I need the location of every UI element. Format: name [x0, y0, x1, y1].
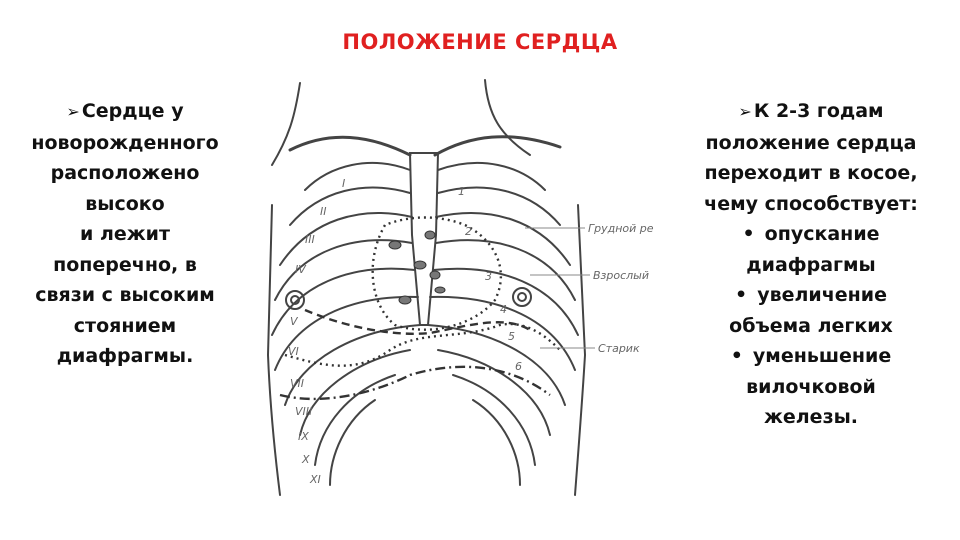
rib-label: I	[342, 177, 346, 190]
right-intro-line-4: чему способствует:	[704, 192, 918, 215]
list-item-cont: диафрагмы	[746, 253, 876, 276]
left-line-8: стоянием	[73, 314, 177, 337]
page-title: ПОЛОЖЕНИЕ СЕРДЦА	[342, 30, 618, 54]
pointer-arrow-icon: ➢	[738, 102, 752, 121]
rib-label: II	[320, 205, 327, 218]
left-text-block	[0, 96, 250, 372]
rib-label: IV	[295, 263, 306, 276]
list-item-cont: железы.	[763, 406, 859, 428]
list-item: • увеличение	[672, 280, 950, 311]
rib-label: XI	[310, 473, 321, 486]
label-elderly: Старик	[598, 342, 640, 355]
rib-label: VI	[288, 345, 299, 358]
list-item: • опускание	[672, 219, 950, 250]
rib-label: 1	[458, 185, 465, 198]
left-line-3: расположено	[50, 162, 200, 184]
right-intro-line-2: положение сердца	[705, 131, 917, 154]
label-adult: Взрослый	[593, 269, 650, 282]
left-line-9: диафрагмы.	[56, 345, 194, 367]
rib-label: 6	[515, 360, 522, 373]
rib-label: 5	[508, 330, 515, 343]
right-text-block	[672, 96, 950, 433]
left-line-1: ➢ Сердце у	[66, 100, 184, 122]
rib-label: X	[302, 453, 310, 466]
right-intro-line-3: переходит в косое,	[704, 162, 918, 184]
rib-label: IX	[298, 430, 309, 443]
list-item: • уменьшение	[672, 341, 950, 372]
rib-label: 4	[500, 303, 507, 316]
bullet-dot-icon: •	[742, 223, 755, 245]
adult-heart-outline	[305, 310, 530, 334]
rib-label: VIII	[295, 405, 313, 418]
thorax-heart-position-figure	[260, 75, 670, 505]
left-line-7: связи с высоким	[35, 284, 215, 306]
list-item-cont: объема легких	[729, 314, 893, 337]
pointer-arrow-icon: ➢	[66, 102, 80, 121]
rib-label: III	[305, 233, 315, 246]
elderly-heart-outline	[280, 367, 550, 399]
right-shoulder-outline	[485, 80, 530, 155]
rib-label: VII	[290, 377, 305, 390]
list-item-cont: вилочковой	[746, 375, 876, 398]
left-line-6: поперечно, в	[53, 253, 197, 276]
rib-label: 3	[485, 270, 492, 283]
bullet-dot-icon: •	[730, 345, 743, 367]
bullet-dot-icon: •	[735, 284, 748, 306]
rib-label: V	[290, 315, 298, 328]
rib-label: 2	[465, 225, 472, 238]
left-line-4: высоко	[85, 192, 165, 215]
left-line-5: и лежит	[80, 223, 170, 245]
left-line-2: новорожденного	[31, 131, 219, 154]
right-intro-line-1: ➢ К 2-3 годам	[738, 100, 884, 122]
left-shoulder-outline	[272, 83, 300, 165]
label-newborn: Грудной ре	[588, 222, 654, 235]
